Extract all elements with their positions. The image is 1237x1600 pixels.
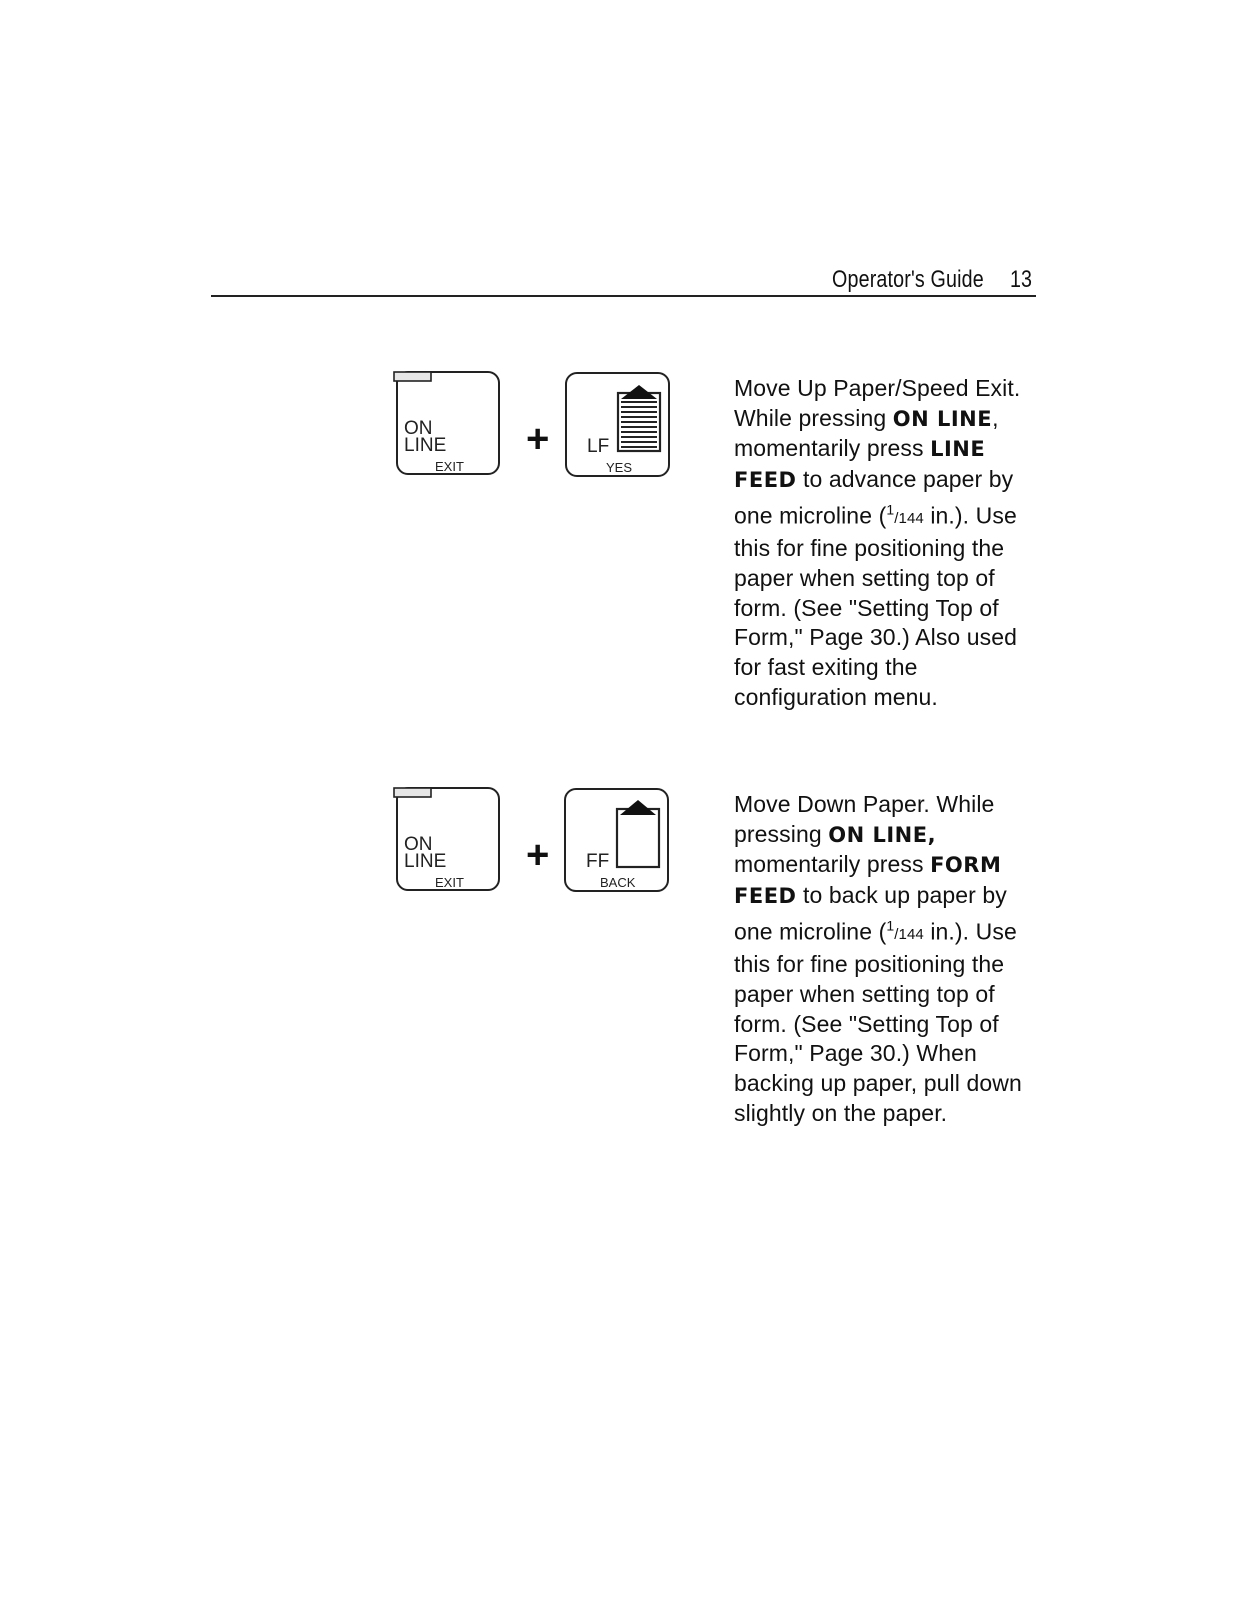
lf-key-sublabel: YES — [606, 460, 633, 475]
key-combo-online-ff — [390, 784, 680, 899]
online-key-label-bottom: LINE — [404, 851, 447, 872]
ff-key-label: FF — [586, 851, 610, 872]
lf-key-label: LF — [587, 436, 610, 457]
online-key — [394, 372, 499, 474]
description-move-down-paper: Move Down Paper. While pressing ON LINE, momentarily press FORM FEED to back up paper by one microline ($^1$/144 in.). Use this for fine positioning the paper when setting top of form. (See "Setting Top of Form," Page 30.) When backing up paper, pull down slightly on the paper. — [734, 791, 1022, 1126]
online-key-label-top: ON — [404, 834, 433, 855]
paper-advance-icon — [618, 385, 660, 451]
fraction-one-144: $^1$/144 — [886, 501, 924, 528]
plus-sign: + — [526, 417, 550, 461]
ff-key — [565, 789, 668, 891]
online-key-sublabel: EXIT — [435, 875, 464, 890]
running-header-title: Operator's Guide — [832, 266, 984, 293]
online-key-sublabel: EXIT — [435, 459, 464, 474]
key-combo-online-lf — [390, 368, 680, 483]
online-key-label-bottom: LINE — [404, 435, 447, 456]
page-number: 13 — [1010, 266, 1032, 293]
plus-sign: + — [526, 833, 550, 877]
online-key — [394, 788, 499, 890]
ff-key-sublabel: BACK — [600, 875, 636, 890]
description-move-up-paper: Move Up Paper/Speed Exit. While pressing ON LINE, momentarily press LINE FEED to advance paper by one microline ($^1$/144 in.). Use this for fine positioning the paper when setting top of form. (See "Setting Top of Form," Page 30.) Also used for fast exiting the configuration menu. — [734, 375, 1021, 710]
header-rule — [211, 295, 1036, 297]
form-feed-icon — [617, 800, 659, 867]
fraction-one-144: $^1$/144 — [886, 917, 924, 944]
lf-key — [566, 373, 669, 476]
online-key-label-top: ON — [404, 418, 433, 439]
